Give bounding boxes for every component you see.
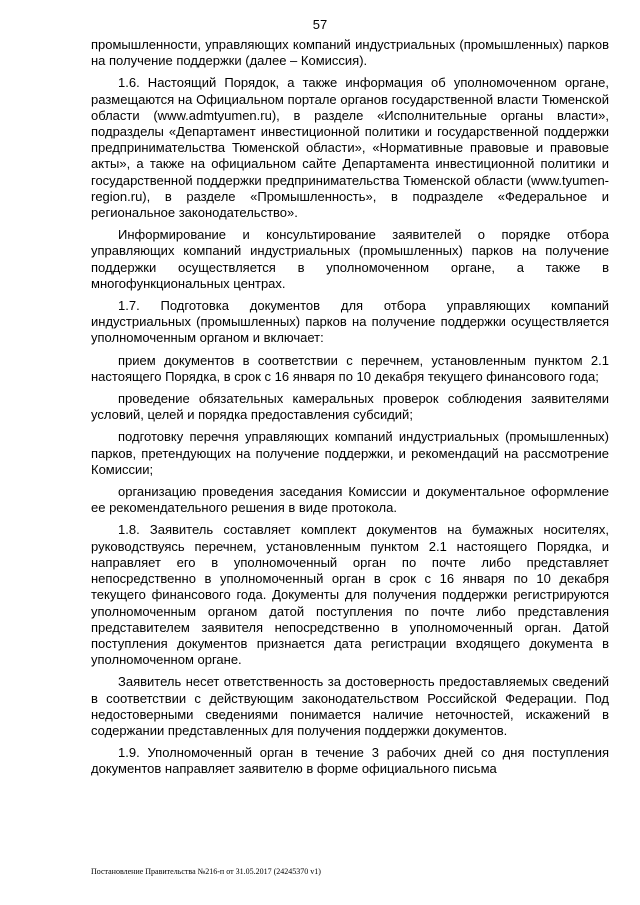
- list-item-desk-audits: проведение обязательных камеральных проверок соблюдения заявителями условий, целей и порядка предоставления субсидий;: [91, 391, 609, 423]
- list-item-commission-meeting: организацию проведения заседания Комиссии и документальное оформление ее рекомендательного решения в виде протокола.: [91, 484, 609, 516]
- list-item-company-list: подготовку перечня управляющих компаний индустриальных (промышленных) парков, претендующих на получение поддержки, и рекомендаций на рассмотрение Комиссии;: [91, 429, 609, 477]
- paragraph-informing: Информирование и консультирование заявителей о порядке отбора управляющих компаний индустриальных (промышленных) парков на получение поддержки осуществляется в уполномоченном органе, а также в многофункциональных центрах.: [91, 227, 609, 291]
- paragraph-1-6: 1.6. Настоящий Порядок, а также информация об уполномоченном органе, размещаются на Официальном портале органов государственной власти Тюменской области (www.admtyumen.ru), в разделе «Исполнительные органы власти», подразделы «Департамент инвестиционной политики и государственной поддержки предпринимательства Тюменской области», «Нормативные правовые и правовые акты», а также на официальном сайте Департамента инвестиционной политики и государственной поддержки предпринимательства Тюменской области (www.tyumen-region.ru), в разделе «Промышленность», в подразделе «Федеральное и региональное законодательство».: [91, 75, 609, 221]
- list-item-document-acceptance: прием документов в соответствии с перечнем, установленным пунктом 2.1 настоящего Порядка, в срок с 16 января по 10 декабря текущего финансового года;: [91, 352, 609, 384]
- document-footer: Постановление Правительства №216-п от 31.05.2017 (24245370 v1): [91, 867, 321, 876]
- paragraph-commission-continuation: промышленности, управляющих компаний индустриальных (промышленных) парков на получение поддержки (далее – Комиссия).: [91, 37, 609, 69]
- paragraph-1-8: 1.8. Заявитель составляет комплект документов на бумажных носителях, руководствуясь перечнем, установленным пунктом 2.1 настоящего Порядка, и направляет его в уполномоченный орган по почте либо представляет непосредственно в уполномоченный орган в срок с 16 января по 10 декабря текущего финансового года. Документы для получения поддержки регистрируются уполномоченным органом датой поступления по почте либо представления представителем заявителя непосредственно в уполномоченный орган. Датой поступления документов признается дата регистрации входящего документа в уполномоченном органе.: [91, 522, 609, 668]
- paragraph-applicant-responsibility: Заявитель несет ответственность за достоверность предоставляемых сведений в соответствии с действующим законодательством Российской Федерации. Под недостоверными сведениями понимается наличие неточностей, искажений в содержании представленных для получения поддержки документов.: [91, 674, 609, 738]
- document-body: [91, 37, 609, 784]
- paragraph-1-7: 1.7. Подготовка документов для отбора управляющих компаний индустриальных (промышленных) парков на получение поддержки осуществляется уполномоченным органом и включает:: [91, 298, 609, 346]
- page-number: 57: [312, 17, 328, 32]
- paragraph-1-9: 1.9. Уполномоченный орган в течение 3 рабочих дней со дня поступления документов направляет заявителю в форме официального письма: [91, 745, 609, 777]
